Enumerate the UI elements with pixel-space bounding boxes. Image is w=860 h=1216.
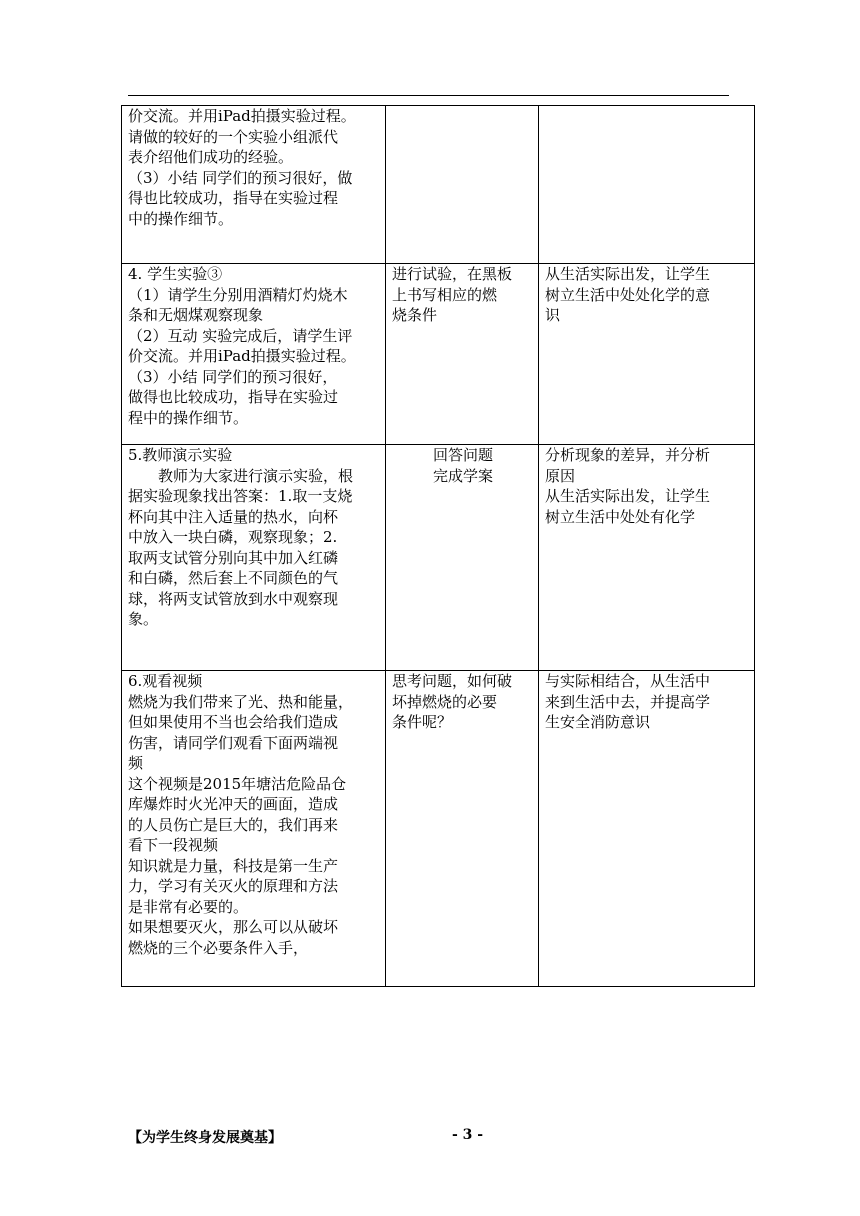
text-line: （2）互动 实验完成后，请学生评 — [128, 326, 353, 345]
text-line: 球，将两支试管放到水中观察现 — [128, 589, 339, 608]
text-line: 价交流。并用iPad拍摄实验过程。 — [128, 347, 356, 365]
text-line: 生安全消防意识 — [545, 713, 651, 731]
student-activity-cell — [386, 671, 539, 987]
text-line: 教师为大家进行演示实验，根 — [158, 466, 354, 485]
text-line: 据实验现象找出答案：1.取一支烧 — [128, 487, 353, 505]
text-line: 燃烧的三个必要条件入手， — [128, 938, 309, 957]
text-line: 程中的操作细节。 — [128, 408, 249, 427]
text-line: 树立生活中处处有化学 — [545, 507, 696, 526]
student-activity-cell — [386, 106, 539, 264]
activity-cell — [122, 671, 386, 987]
text-line: 思考问题，如何破 — [392, 672, 513, 690]
page-number: - 3 - — [452, 1127, 484, 1143]
text-line: 完成学案 — [432, 466, 493, 485]
table-row — [122, 671, 755, 987]
design-intent-cell — [539, 264, 755, 445]
text-line: 的人员伤亡是巨大的，我们再来 — [128, 815, 339, 834]
text-line: 频 — [128, 754, 144, 772]
table-row — [122, 264, 755, 445]
text-line: 但如果使用不当也会给我们造成 — [128, 713, 339, 731]
text-line: 得也比较成功，指导在实验过程 — [128, 189, 339, 207]
text-line: 坏掉燃烧的必要 — [392, 692, 498, 711]
text-line: 树立生活中处处化学的意 — [545, 285, 711, 304]
text-line: （1）请学生分别用酒精灯灼烧木 — [128, 285, 348, 304]
text-line: （3）小结 同学们的预习很好，做 — [128, 168, 353, 187]
text-line: 回答问题 — [432, 446, 493, 464]
design-intent-cell — [539, 671, 755, 987]
table-row — [122, 106, 755, 264]
text-line: 烧条件 — [392, 306, 438, 324]
text-line: 来到生活中去，并提高学 — [545, 692, 711, 711]
text-line: 进行试验，在黑板 — [392, 265, 513, 283]
text-line: 识 — [545, 306, 561, 324]
text-line: 这个视频是2015年塘沽危险品仓 — [128, 774, 347, 793]
header-rule — [128, 95, 729, 96]
text-line: 如果想要灭火，那么可以从破坏 — [128, 918, 339, 936]
lesson-plan-table — [121, 105, 755, 987]
text-line: 伤害，请同学们观看下面两端视 — [128, 733, 339, 752]
text-line: 条和无烟煤观察现象 — [128, 306, 264, 324]
text-line: 价交流。并用iPad拍摄实验过程。 — [128, 107, 356, 125]
text-line: 库爆炸时火光冲天的画面，造成 — [128, 795, 339, 813]
text-line: 看下一段视频 — [128, 836, 219, 854]
text-line: 条件呢？ — [392, 713, 453, 731]
text-line: 燃烧为我们带来了光、热和能量， — [128, 692, 354, 711]
text-line: 分析现象的差异，并分析 — [545, 446, 711, 464]
text-line: 从生活实际出发，让学生 — [545, 487, 711, 505]
text-line: 是非常有必要的。 — [128, 897, 249, 916]
design-intent-cell — [539, 445, 755, 671]
text-line: 4. 学生实验③ — [128, 265, 223, 283]
text-line: 取两支试管分别向其中加入红磷 — [128, 548, 339, 567]
student-activity-cell — [386, 264, 539, 445]
text-line: 与实际相结合，从生活中 — [545, 672, 711, 690]
text-line: 请做的较好的一个实验小组派代 — [128, 127, 339, 146]
activity-cell — [122, 445, 386, 671]
student-activity-cell — [386, 445, 539, 671]
text-line: 象。 — [128, 610, 159, 628]
section-title: 5.教师演示实验 — [128, 446, 233, 464]
footer-motto: 【为学生终身发展奠基】 — [128, 1130, 282, 1146]
text-line: 表介绍他们成功的经验。 — [128, 148, 294, 166]
text-line: 和白磷，然后套上不同颜色的气 — [128, 569, 339, 587]
text-line: 杯向其中注入适量的热水，向杯 — [128, 507, 339, 526]
activity-cell — [122, 264, 386, 445]
text-line: 上书写相应的燃 — [392, 285, 498, 304]
text-line: 中的操作细节。 — [128, 209, 234, 228]
table-row — [122, 445, 755, 671]
text-line: 6.观看视频 — [128, 672, 203, 690]
text-line: 原因 — [545, 466, 576, 485]
text-line: 中放入一块白磷，观察现象；2. — [128, 528, 338, 546]
design-intent-cell — [539, 106, 755, 264]
text-line: 力，学习有关灭火的原理和方法 — [128, 877, 339, 895]
text-line: 从生活实际出发，让学生 — [545, 265, 711, 283]
text-line: 知识就是力量，科技是第一生产 — [128, 856, 339, 875]
text-line: 做得也比较成功，指导在实验过 — [128, 388, 339, 406]
text-line: （3）小结 同学们的预习很好， — [128, 367, 338, 386]
activity-cell — [122, 106, 386, 264]
